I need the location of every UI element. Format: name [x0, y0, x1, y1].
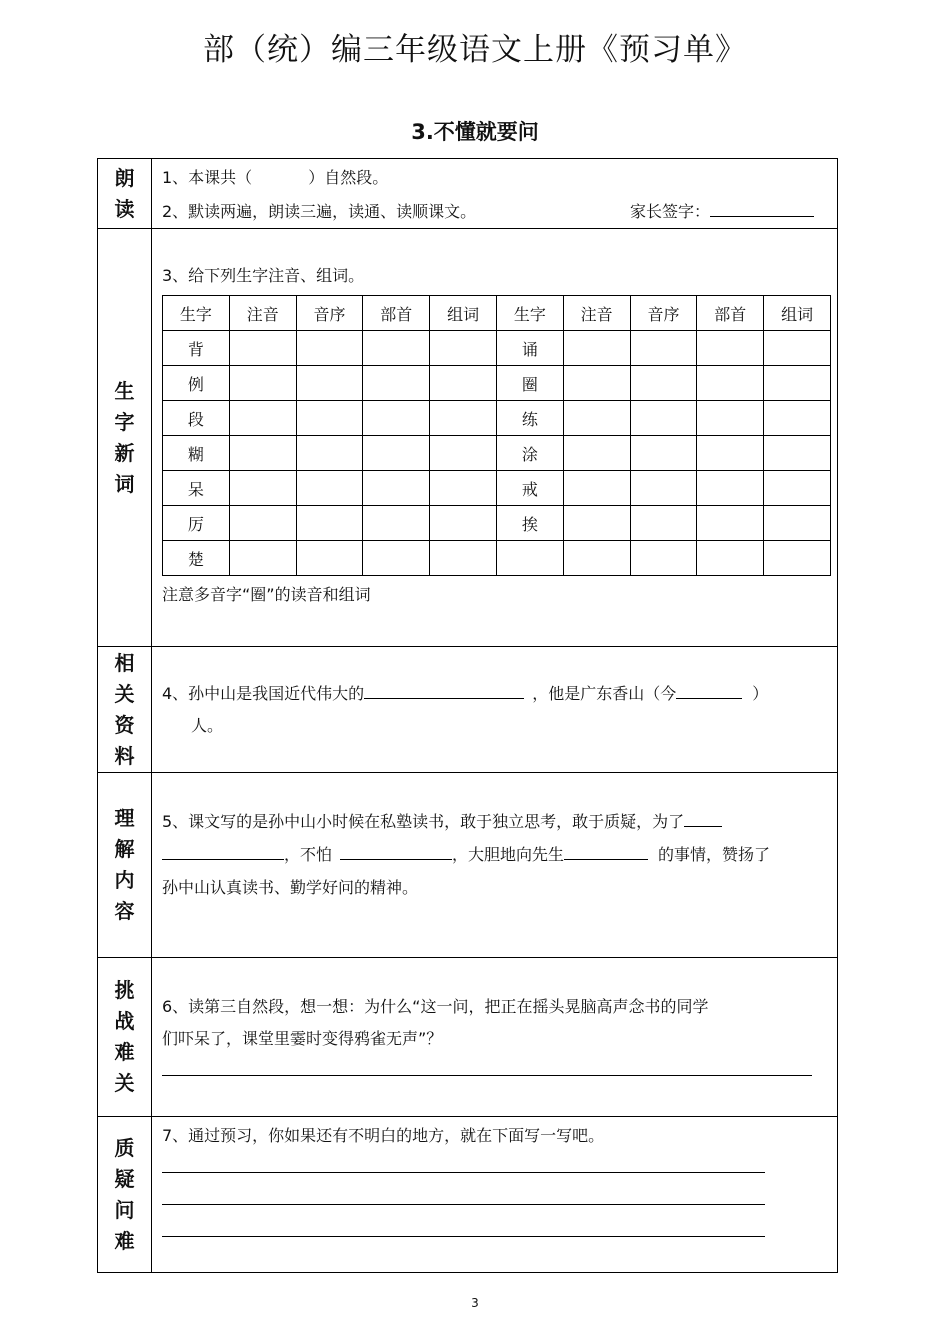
answer-cell[interactable]: [630, 401, 697, 436]
answer-cell[interactable]: [697, 541, 764, 576]
table-row: [163, 506, 831, 541]
q4-blank-1[interactable]: [364, 682, 524, 699]
section-content: [162, 647, 829, 772]
section-label-cell: [98, 647, 152, 772]
q4-part1: 4、孙中山是我国近代伟大的: [162, 684, 365, 703]
answer-cell[interactable]: [764, 541, 831, 576]
char-cell: 诵: [496, 331, 563, 366]
q5-part1: 5、课文写的是孙中山小时候在私塾读书，敢于独立思考，敢于质疑，为了: [162, 812, 685, 831]
answer-cell[interactable]: [229, 541, 296, 576]
answer-cell[interactable]: [697, 401, 764, 436]
answer-cell[interactable]: [229, 506, 296, 541]
lesson-title: 3.不懂就要问: [411, 120, 539, 144]
answer-cell[interactable]: [697, 471, 764, 506]
answer-cell[interactable]: [430, 401, 497, 436]
page-number: 3: [471, 1296, 479, 1310]
section-content: [162, 229, 829, 646]
question-6: 6、读第三自然段，想一想：为什么“这一问，把正在摇头晃脑高声念书的同学: [162, 997, 709, 1016]
answer-cell[interactable]: [764, 471, 831, 506]
q1-prefix: 1、本课共（: [162, 168, 253, 187]
answer-cell[interactable]: [363, 506, 430, 541]
q5-blank-1b[interactable]: [162, 843, 284, 860]
char-cell: 戒: [496, 471, 563, 506]
answer-cell[interactable]: [296, 401, 363, 436]
answer-cell[interactable]: [630, 366, 697, 401]
q5-part3: ，大胆地向先生: [452, 845, 565, 864]
section-label-cell: [98, 229, 152, 646]
char-cell: 背: [163, 331, 230, 366]
answer-cell[interactable]: [764, 506, 831, 541]
answer-cell[interactable]: [363, 436, 430, 471]
section-content: [162, 773, 829, 957]
section-content: [162, 159, 829, 228]
section-reading: [98, 159, 837, 229]
parent-sign-blank[interactable]: [710, 200, 814, 217]
answer-cell[interactable]: [363, 366, 430, 401]
answer-cell[interactable]: [229, 436, 296, 471]
column-header: 音序: [296, 296, 363, 331]
char-cell: 例: [163, 366, 230, 401]
section-label-cell: [98, 159, 152, 228]
answer-cell[interactable]: [296, 541, 363, 576]
question-4: [162, 681, 768, 704]
char-cell: 糊: [163, 436, 230, 471]
section-label: 相关资料: [114, 650, 135, 768]
answer-cell[interactable]: [229, 471, 296, 506]
answer-cell[interactable]: [764, 366, 831, 401]
q4-part3: ）: [752, 684, 769, 703]
char-table-header: [163, 296, 831, 331]
section-content: [162, 1117, 829, 1272]
section-challenge: [98, 958, 837, 1117]
answer-cell[interactable]: [363, 331, 430, 366]
q5-blank-3[interactable]: [564, 843, 648, 860]
section-label: 朗读: [114, 165, 135, 221]
q1-suffix: ）自然段。: [308, 168, 389, 187]
section-label-cell: [98, 1117, 152, 1272]
char-cell: 呆: [163, 471, 230, 506]
answer-cell[interactable]: [296, 436, 363, 471]
answer-cell[interactable]: [563, 506, 630, 541]
q4-part2: ，他是广东香山（今: [532, 684, 677, 703]
answer-cell[interactable]: [229, 331, 296, 366]
question-5-line3: 孙中山认真读书、勤学好问的精神。: [162, 878, 419, 897]
answer-line[interactable]: [162, 1172, 765, 1173]
answer-cell[interactable]: [563, 331, 630, 366]
polyphone-note: 注意多音字“圈”的读音和组词: [162, 585, 371, 604]
answer-cell[interactable]: [363, 471, 430, 506]
char-cell: 涂: [496, 436, 563, 471]
section-questions: [98, 1117, 837, 1272]
answer-cell[interactable]: [697, 436, 764, 471]
answer-cell[interactable]: [296, 471, 363, 506]
char-cell: 练: [496, 401, 563, 436]
answer-cell[interactable]: [296, 331, 363, 366]
section-content: [162, 958, 829, 1116]
answer-cell[interactable]: [630, 471, 697, 506]
section-label: 生字新词: [114, 378, 135, 496]
char-table: [162, 295, 831, 576]
char-cell: [496, 541, 563, 576]
answer-line[interactable]: [162, 1236, 765, 1237]
q5-part2: ，不怕: [284, 845, 333, 864]
answer-cell[interactable]: [363, 401, 430, 436]
answer-cell[interactable]: [229, 401, 296, 436]
table-row: [163, 436, 831, 471]
q4-blank-2[interactable]: [676, 682, 742, 699]
answer-cell[interactable]: [229, 366, 296, 401]
char-cell: 厉: [163, 506, 230, 541]
answer-cell[interactable]: [630, 506, 697, 541]
answer-cell[interactable]: [430, 331, 497, 366]
column-header: 注音: [563, 296, 630, 331]
parent-signature: [630, 199, 814, 222]
column-header: 部首: [363, 296, 430, 331]
answer-cell[interactable]: [363, 541, 430, 576]
answer-cell[interactable]: [764, 436, 831, 471]
question-2: 2、默读两遍，朗读三遍，读通、读顺课文。: [162, 202, 477, 221]
question-7: 7、通过预习，你如果还有不明白的地方，就在下面写一写吧。: [162, 1126, 605, 1145]
question-5-line2: [162, 842, 770, 865]
char-cell: 段: [163, 401, 230, 436]
document-title: 部（统）编三年级语文上册《预习单》: [203, 32, 747, 68]
question-1: [162, 165, 388, 188]
table-row: [163, 541, 831, 576]
section-label: 理解内容: [114, 806, 135, 923]
column-header: 注音: [229, 296, 296, 331]
answer-cell[interactable]: [630, 436, 697, 471]
answer-cell[interactable]: [630, 541, 697, 576]
answer-cell[interactable]: [430, 366, 497, 401]
answer-line[interactable]: [162, 1204, 765, 1205]
column-header: 组词: [430, 296, 497, 331]
table-row: [163, 471, 831, 506]
answer-cell[interactable]: [697, 506, 764, 541]
table-row: [163, 331, 831, 366]
answer-cell[interactable]: [296, 506, 363, 541]
worksheet-table: [97, 158, 838, 1273]
answer-cell[interactable]: [764, 331, 831, 366]
char-cell: 楚: [163, 541, 230, 576]
answer-cell[interactable]: [697, 366, 764, 401]
column-header: 部首: [697, 296, 764, 331]
answer-cell[interactable]: [764, 401, 831, 436]
column-header: 生字: [163, 296, 230, 331]
question-5: [162, 809, 722, 832]
section-label-cell: [98, 773, 152, 957]
answer-cell[interactable]: [563, 401, 630, 436]
answer-cell[interactable]: [630, 331, 697, 366]
section-understanding: [98, 773, 837, 958]
question-6-line2: 们吓呆了，课堂里霎时变得鸦雀无声”？: [162, 1029, 443, 1048]
answer-cell[interactable]: [430, 541, 497, 576]
answer-cell[interactable]: [430, 506, 497, 541]
char-cell: 挨: [496, 506, 563, 541]
question-3: 3、给下列生字注音、组词。: [162, 266, 365, 285]
answer-cell[interactable]: [563, 471, 630, 506]
answer-cell[interactable]: [563, 436, 630, 471]
answer-line[interactable]: [162, 1075, 812, 1076]
q5-part4: 的事情，赞扬了: [658, 845, 771, 864]
section-label-cell: [98, 958, 152, 1116]
char-cell: 圈: [496, 366, 563, 401]
column-header: 生字: [496, 296, 563, 331]
section-related: [98, 647, 837, 773]
column-header: 音序: [630, 296, 697, 331]
answer-cell[interactable]: [697, 331, 764, 366]
section-label: 挑战难关: [114, 978, 135, 1095]
answer-cell[interactable]: [296, 366, 363, 401]
answer-cell[interactable]: [430, 436, 497, 471]
answer-cell[interactable]: [563, 541, 630, 576]
table-row: [163, 401, 831, 436]
column-header: 组词: [764, 296, 831, 331]
question-4-line2: 人。: [191, 716, 224, 735]
section-label: 质疑问难: [114, 1135, 135, 1253]
parent-sign-label: 家长签字：: [630, 202, 711, 221]
q5-blank-2[interactable]: [340, 843, 452, 860]
answer-cell[interactable]: [430, 471, 497, 506]
answer-cell[interactable]: [563, 366, 630, 401]
table-row: [163, 366, 831, 401]
section-new-chars: [98, 229, 837, 647]
q5-blank-1a[interactable]: [684, 810, 722, 827]
